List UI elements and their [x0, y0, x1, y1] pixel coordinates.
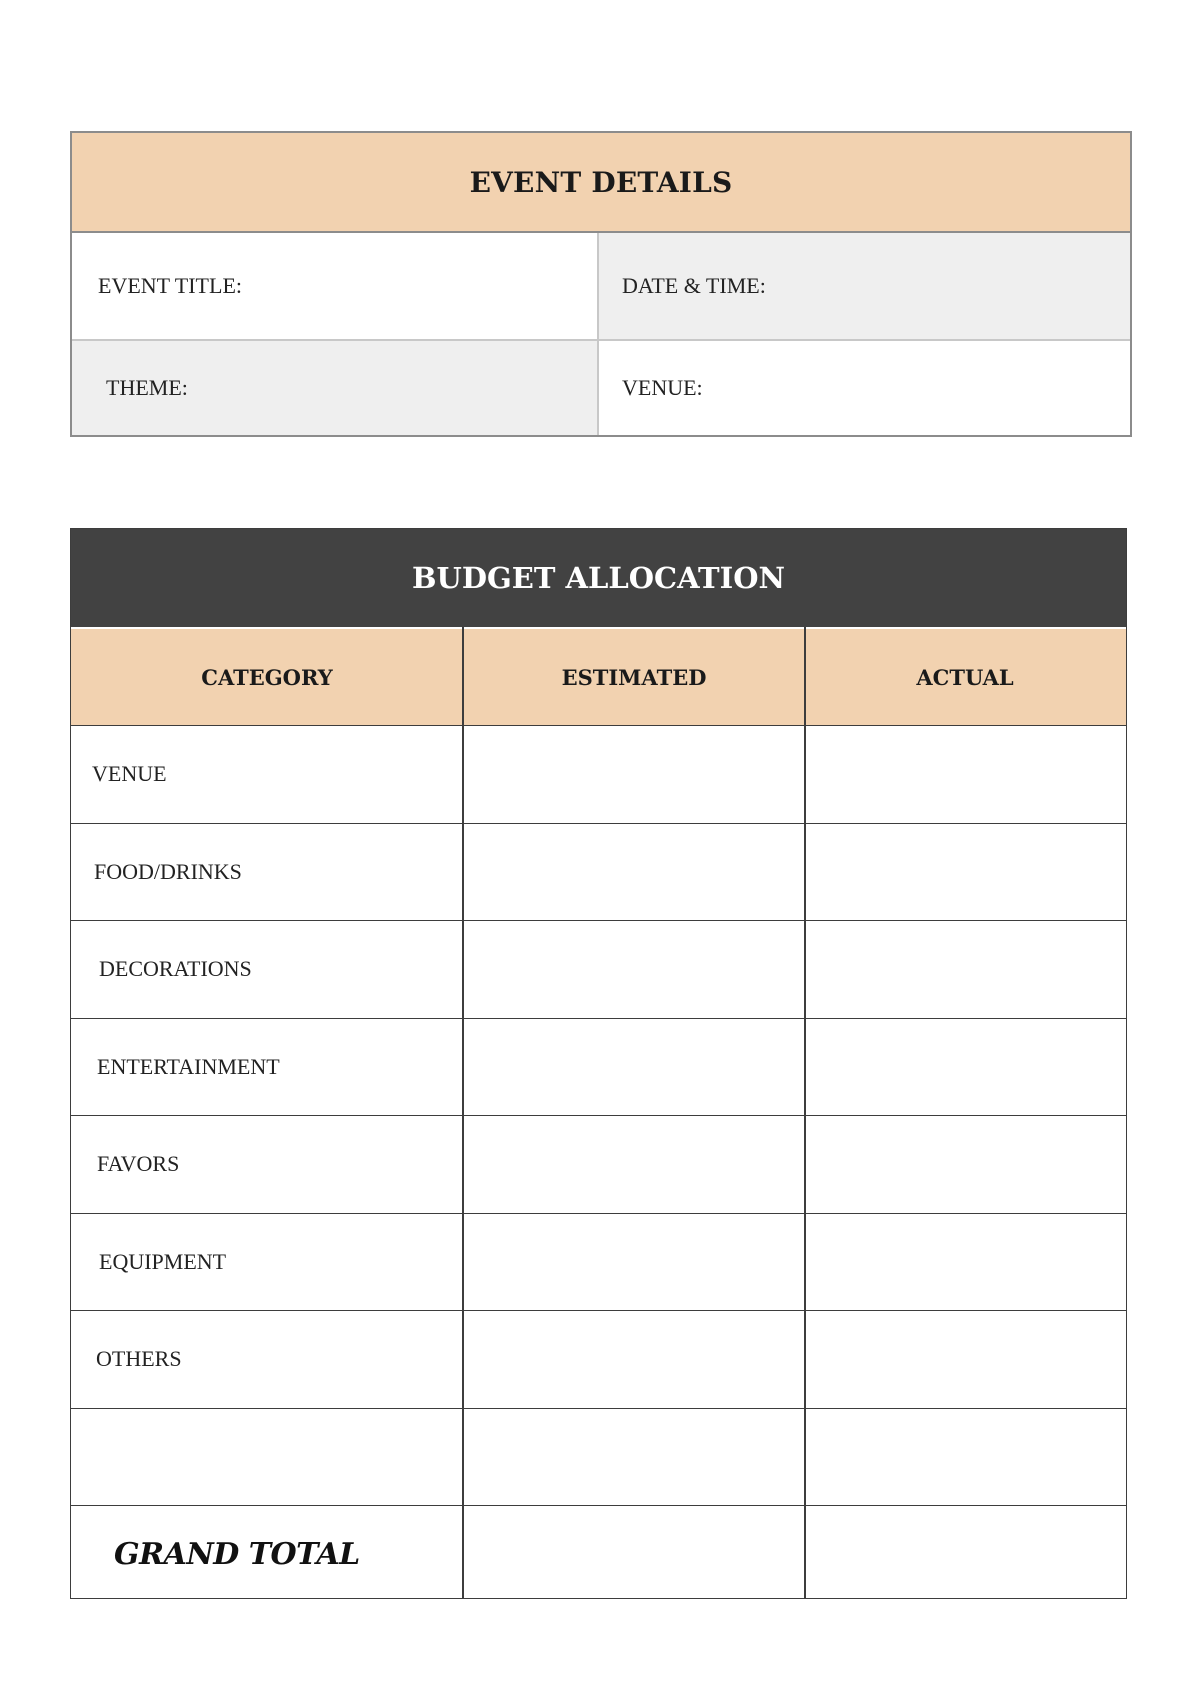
theme-label: THEME:	[106, 375, 188, 400]
grand-total-label: GRAND TOTAL	[114, 1536, 360, 1572]
estimated-cell[interactable]	[463, 1409, 804, 1506]
estimated-cell[interactable]	[463, 1311, 804, 1408]
actual-cell[interactable]	[806, 1311, 1126, 1408]
actual-cell[interactable]	[806, 1116, 1126, 1213]
estimated-cell[interactable]	[463, 824, 804, 921]
event-details-table	[70, 131, 1132, 437]
table-row	[71, 1115, 1126, 1213]
column-divider	[462, 627, 464, 1598]
grand-total-estimated-cell[interactable]	[463, 1506, 804, 1603]
actual-cell[interactable]	[806, 921, 1126, 1018]
column-header-actual: ACTUAL	[916, 664, 1014, 690]
venue-field[interactable]	[599, 339, 1130, 435]
category-label: FOOD/DRINKS	[94, 858, 242, 884]
table-row	[71, 725, 1126, 823]
actual-cell[interactable]	[806, 726, 1126, 823]
estimated-cell[interactable]	[463, 1019, 804, 1116]
event-details-header	[72, 133, 1130, 233]
estimated-cell[interactable]	[463, 1214, 804, 1311]
budget-column-header-row	[71, 627, 1126, 725]
table-row	[71, 1310, 1126, 1408]
date-time-label: DATE & TIME:	[622, 273, 766, 298]
actual-cell[interactable]	[806, 1019, 1126, 1116]
category-label: OTHERS	[96, 1346, 182, 1372]
estimated-cell[interactable]	[463, 726, 804, 823]
grand-total-row	[71, 1505, 1126, 1603]
column-header-category: CATEGORY	[201, 664, 333, 690]
category-label[interactable]	[71, 1409, 463, 1506]
event-details-title: EVENT DETAILS	[469, 165, 733, 199]
table-row	[71, 823, 1126, 921]
actual-cell[interactable]	[806, 1214, 1126, 1311]
grand-total-actual-cell[interactable]	[806, 1506, 1126, 1603]
venue-label: VENUE:	[622, 375, 703, 400]
actual-cell[interactable]	[806, 824, 1126, 921]
column-header-estimated: ESTIMATED	[561, 664, 707, 690]
estimated-cell[interactable]	[463, 1116, 804, 1213]
event-title-field[interactable]	[72, 233, 599, 339]
event-title-label: EVENT TITLE:	[98, 273, 242, 298]
category-label: FAVORS	[97, 1151, 180, 1177]
category-label: VENUE	[92, 761, 167, 787]
table-row	[71, 1018, 1126, 1116]
budget-allocation-header	[71, 529, 1126, 627]
category-label: EQUIPMENT	[99, 1248, 227, 1274]
theme-field[interactable]	[72, 339, 599, 435]
budget-allocation-title: BUDGET ALLOCATION	[412, 561, 785, 595]
category-label: ENTERTAINMENT	[97, 1053, 280, 1079]
budget-rows	[71, 725, 1126, 1603]
table-row	[71, 920, 1126, 1018]
category-label: DECORATIONS	[99, 956, 252, 982]
actual-cell[interactable]	[806, 1409, 1126, 1506]
table-row	[71, 1408, 1126, 1506]
table-row	[71, 1213, 1126, 1311]
estimated-cell[interactable]	[463, 921, 804, 1018]
budget-allocation-table	[70, 528, 1127, 1599]
date-time-field[interactable]	[599, 233, 1130, 339]
column-divider	[804, 627, 806, 1598]
